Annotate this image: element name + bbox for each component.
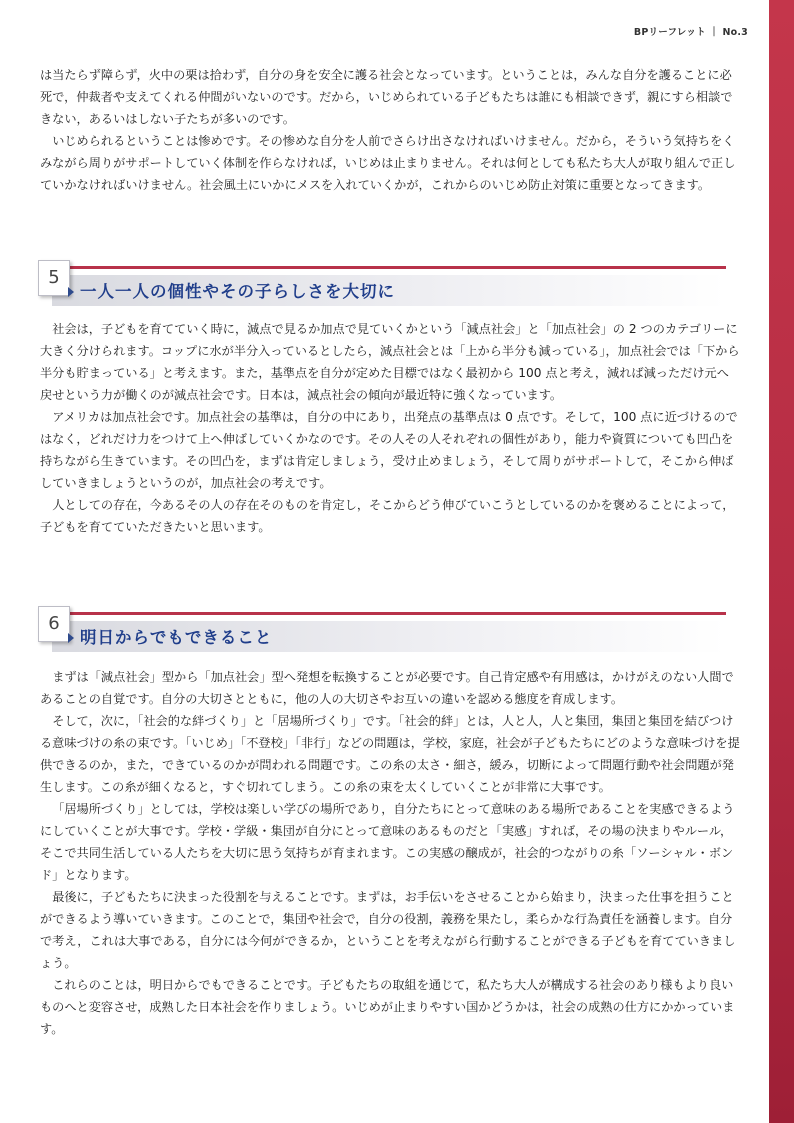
paragraph: 人としての存在，今あるその人の存在そのものを肯定し，そこからどう伸びていこうとしているのかを褒めることによって，子どもを育てていただきたいと思います。 — [40, 498, 735, 534]
chevron-right-icon — [68, 633, 74, 643]
paragraph: 最後に，子どもたちに決まった役割を与えることです。まずは，お手伝いをさせることから始まり，決まった仕事を担うことができるよう導いていきます。このことで，集団や社会で，自分の役割，義務を果たし，柔らかな行為責任を涵養します。自分で考え，これは大事である，自分には今何ができるか，ということを考えながら行動することができる子どもを育てていきましょう。 — [40, 890, 736, 970]
paragraph: これらのことは，明日からでもできることです。子どもたちの取組を通じて，私たち大人が構成する社会のあり様もより良いものへと変容させ，成熟した日本社会を作りましょう。いじめが止まりやすい国かどうかは，社会の成熟の仕方にかかっています。 — [40, 978, 735, 1036]
section-title: 一人一人の個性やその子らしさを大切に — [80, 282, 395, 301]
chevron-right-icon — [68, 287, 74, 297]
section-6-text — [40, 666, 740, 1040]
heading-rule — [50, 266, 726, 269]
paragraph: いじめられるということは惨めです。その惨めな自分を人前でさらけ出さなければいけません。だから，そういう気持ちをくみながら周りがサポートしていく体制を作らなければ，いじめは止まりません。それは何としても私たち大人が取り組んで正していかなければいけません。社会風土にいかにメスを入れていくかが，これからのいじめ防止対策に重要となってきます。 — [40, 134, 736, 192]
side-accent-bar — [769, 0, 794, 1123]
paragraph: そして，次に，「社会的な絆づくり」と「居場所づくり」です。「社会的絆」とは，人と人，人と集団，集団と集団を結びつける意味づけの糸の束です。「いじめ」「不登校」「非行」などの問題は，学校，家庭，社会が子どもたちにどのような意味づけを提供できるのか，また，できているのかが問われる問題です。この糸の太さ・細さ，緩み，切断によって問題行動や社会問題が発生します。この糸が細くなると，すぐ切れてしまう。この糸の束を太くしていくことが非常に大事です。 — [40, 714, 740, 794]
section-6-heading — [38, 606, 726, 654]
section-5-text — [40, 318, 740, 538]
section-5-heading — [38, 260, 726, 308]
paragraph: アメリカは加点社会です。加点社会の基準は，自分の中にあり，出発点の基準点は 0 点です。そして，100 点に近づけるのではなく，どれだけ力をつけて上へ伸ばしていくかなのです。その人その人それぞれの個性があり，能力や資質についても凹凸を持ちながら生きています。その凹凸を，まずは肯定しましょう，受け止めましょう，そして周りがサポートして，そこから伸ばしていきましょうというのが，加点社会の考えです。 — [40, 410, 738, 490]
paragraph: 「居場所づくり」としては，学校は楽しい学びの場所であり，自分たちにとって意味のある場所であることを実感できるようにしていくことが大事です。学校・学級・集団が自分にとって意味のあるものだと「実感」すれば，その場の決まりやルール，そこで共同生活している人たちを大切に思う気持ちが育まれます。この実感の醸成が，社会的つながりの糸「ソーシャル・ボンド」となります。 — [40, 802, 735, 882]
section-title: 明日からでもできること — [80, 628, 273, 647]
heading-rule — [50, 612, 726, 615]
paragraph: まずは「減点社会」型から「加点社会」型へ発想を転換することが必要です。自己肯定感や有用感は，かけがえのない人間であることの自覚です。自分の大切さとともに，他の人の大切さやお互いの違いを認める態度を育成します。 — [40, 670, 734, 706]
section-number: 5 — [38, 260, 70, 296]
leaflet-header: BPリーフレット ｜ No.3 — [633, 27, 748, 38]
paragraph: 社会は，子どもを育てていく時に，減点で見るか加点で見ていくかという「減点社会」と「加点社会」の 2 つのカテゴリーに大きく分けられます。コップに水が半分入っているとしたら，減点社会とは「上から半分も減っている」，加点社会では「下から半分も貯まっている」と考えます。また，基準点を自分が定めた目標ではなく最初から 100 点と考え，減れば減っただけ元へ戻せという力が働くのが減点社会です。日本は，減点社会の傾向が最近特に強くなっています。 — [40, 322, 740, 402]
intro-text — [40, 64, 740, 196]
paragraph: は当たらず障らず，火中の栗は拾わず，自分の身を安全に護る社会となっています。ということは，みんな自分を護ることに必死で，仲裁者や支えてくれる仲間がいないのです。だから，いじめられている子どもたちは誰にも相談できず，親にすら相談できない，あるいはしない子たちが多いのです。 — [40, 68, 733, 126]
section-number: 6 — [38, 606, 70, 642]
